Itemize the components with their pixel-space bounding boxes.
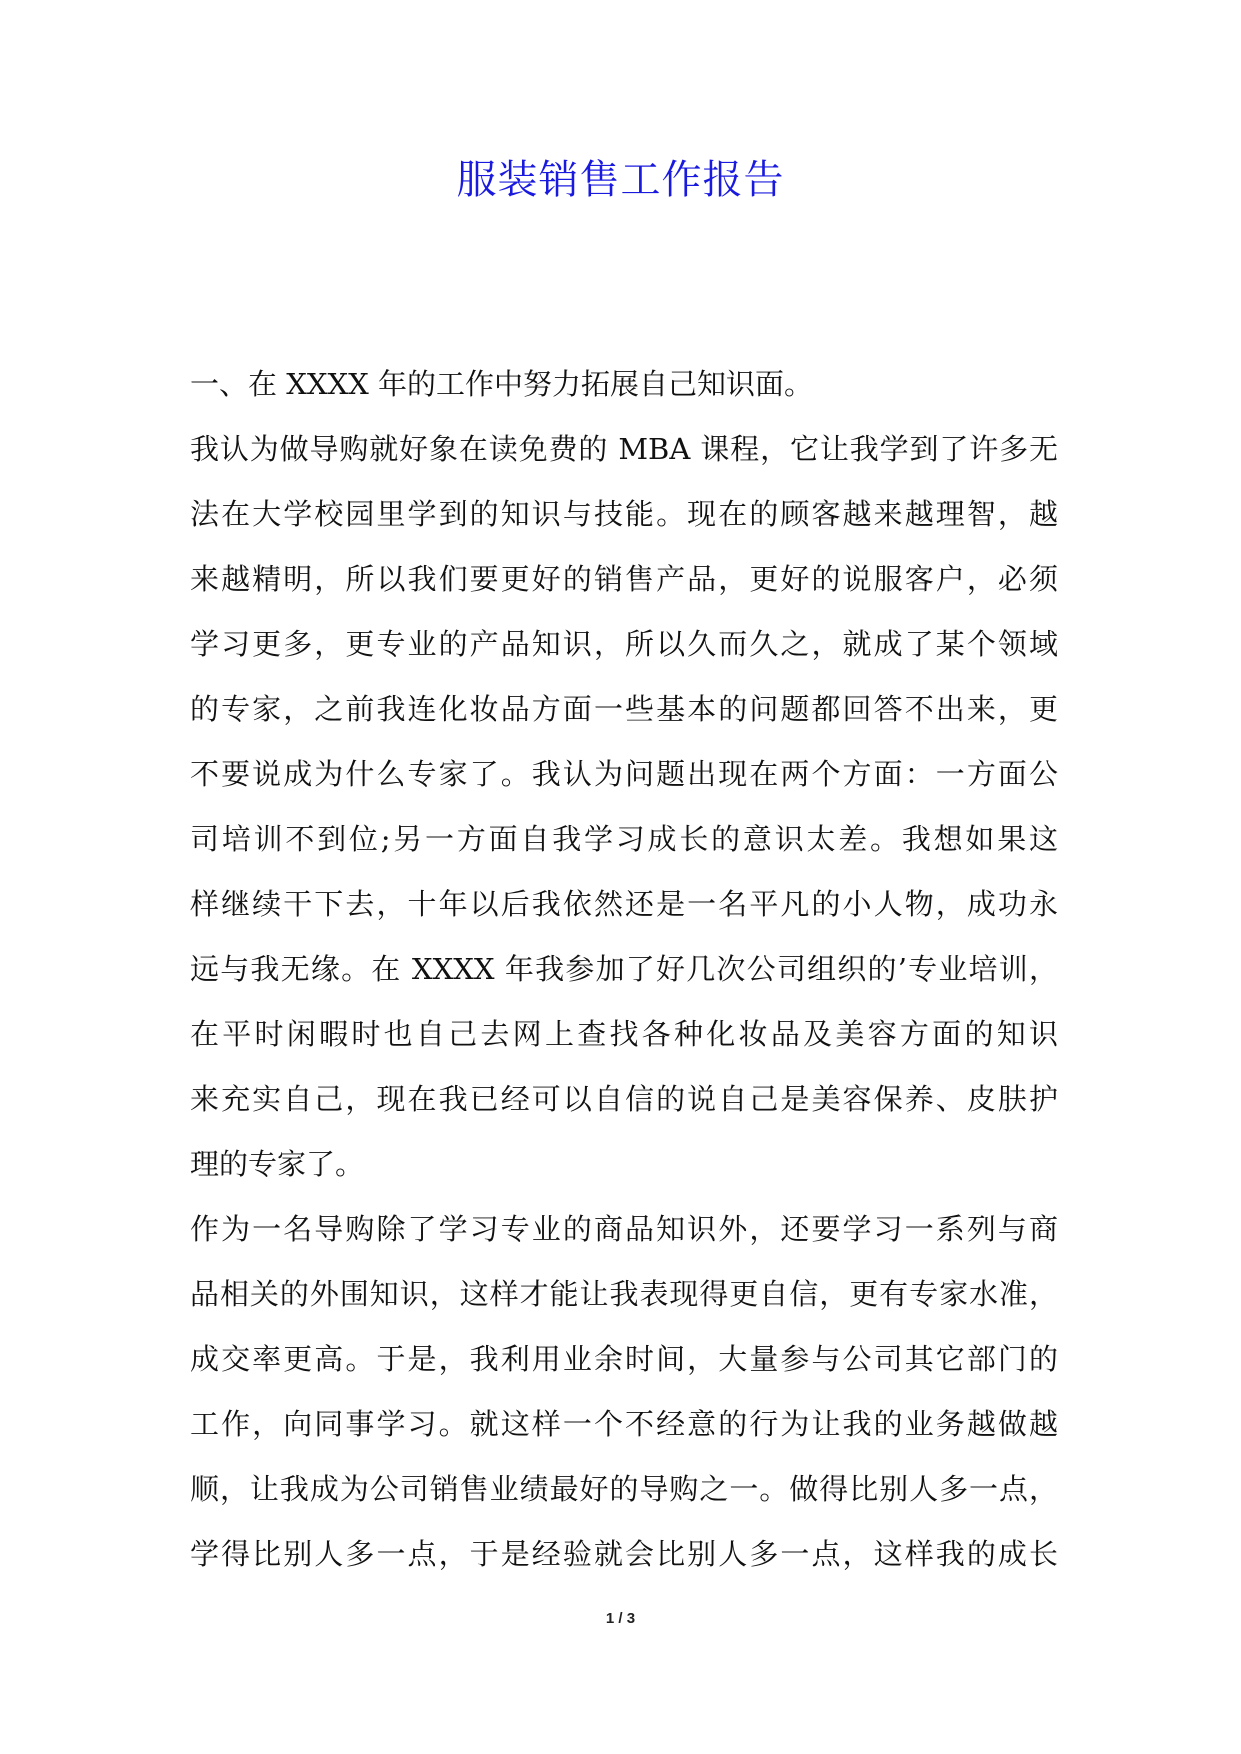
text-line: 理的专家了。	[190, 1147, 365, 1181]
text-line: 不要说成为什么专家了。我认为问题出现在两个方面：一方面公	[190, 757, 1058, 791]
text-line: 顺，让我成为公司销售业绩最好的导购之一。做得比别人多一点，	[190, 1472, 1058, 1506]
text-line: 样继续干下去，十年以后我依然还是一名平凡的小人物，成功永	[190, 887, 1058, 921]
text-line: 学得比别人多一点，于是经验就会比别人多一点，这样我的成长	[190, 1537, 1058, 1571]
text-line: 作为一名导购除了学习专业的商品知识外，还要学习一系列与商	[190, 1212, 1058, 1246]
text-line: 来越精明，所以我们要更好的销售产品，更好的说服客户，必须	[190, 562, 1058, 596]
text-line: 成交率更高。于是，我利用业余时间，大量参与公司其它部门的	[190, 1342, 1058, 1376]
document-title: 服装销售工作报告	[456, 157, 785, 203]
text-line: 一、在 XXXX 年的工作中努力拓展自己知识面。	[190, 367, 814, 401]
text-line: 品相关的外围知识，这样才能让我表现得更自信，更有专家水准，	[190, 1277, 1058, 1311]
document-body	[190, 352, 1058, 1587]
text-line: 在平时闲暇时也自己去网上查找各种化妆品及美容方面的知识	[190, 1017, 1058, 1051]
text-line: 远与我无缘。在 XXXX 年我参加了好几次公司组织的’专业培训，	[190, 952, 1058, 986]
page-number: 1 / 3	[605, 1610, 636, 1627]
text-line: 我认为做导购就好象在读免费的 MBA 课程，它让我学到了许多无	[190, 432, 1058, 466]
text-line: 法在大学校园里学到的知识与技能。现在的顾客越来越理智，越	[190, 497, 1058, 531]
text-line: 学习更多，更专业的产品知识，所以久而久之，就成了某个领域	[190, 627, 1058, 661]
text-line: 司培训不到位;另一方面自我学习成长的意识太差。我想如果这	[190, 822, 1058, 856]
text-line: 来充实自己，现在我已经可以自信的说自己是美容保养、皮肤护	[190, 1082, 1058, 1116]
text-line: 工作，向同事学习。就这样一个不经意的行为让我的业务越做越	[190, 1407, 1058, 1441]
text-line: 的专家，之前我连化妆品方面一些基本的问题都回答不出来，更	[190, 692, 1058, 726]
